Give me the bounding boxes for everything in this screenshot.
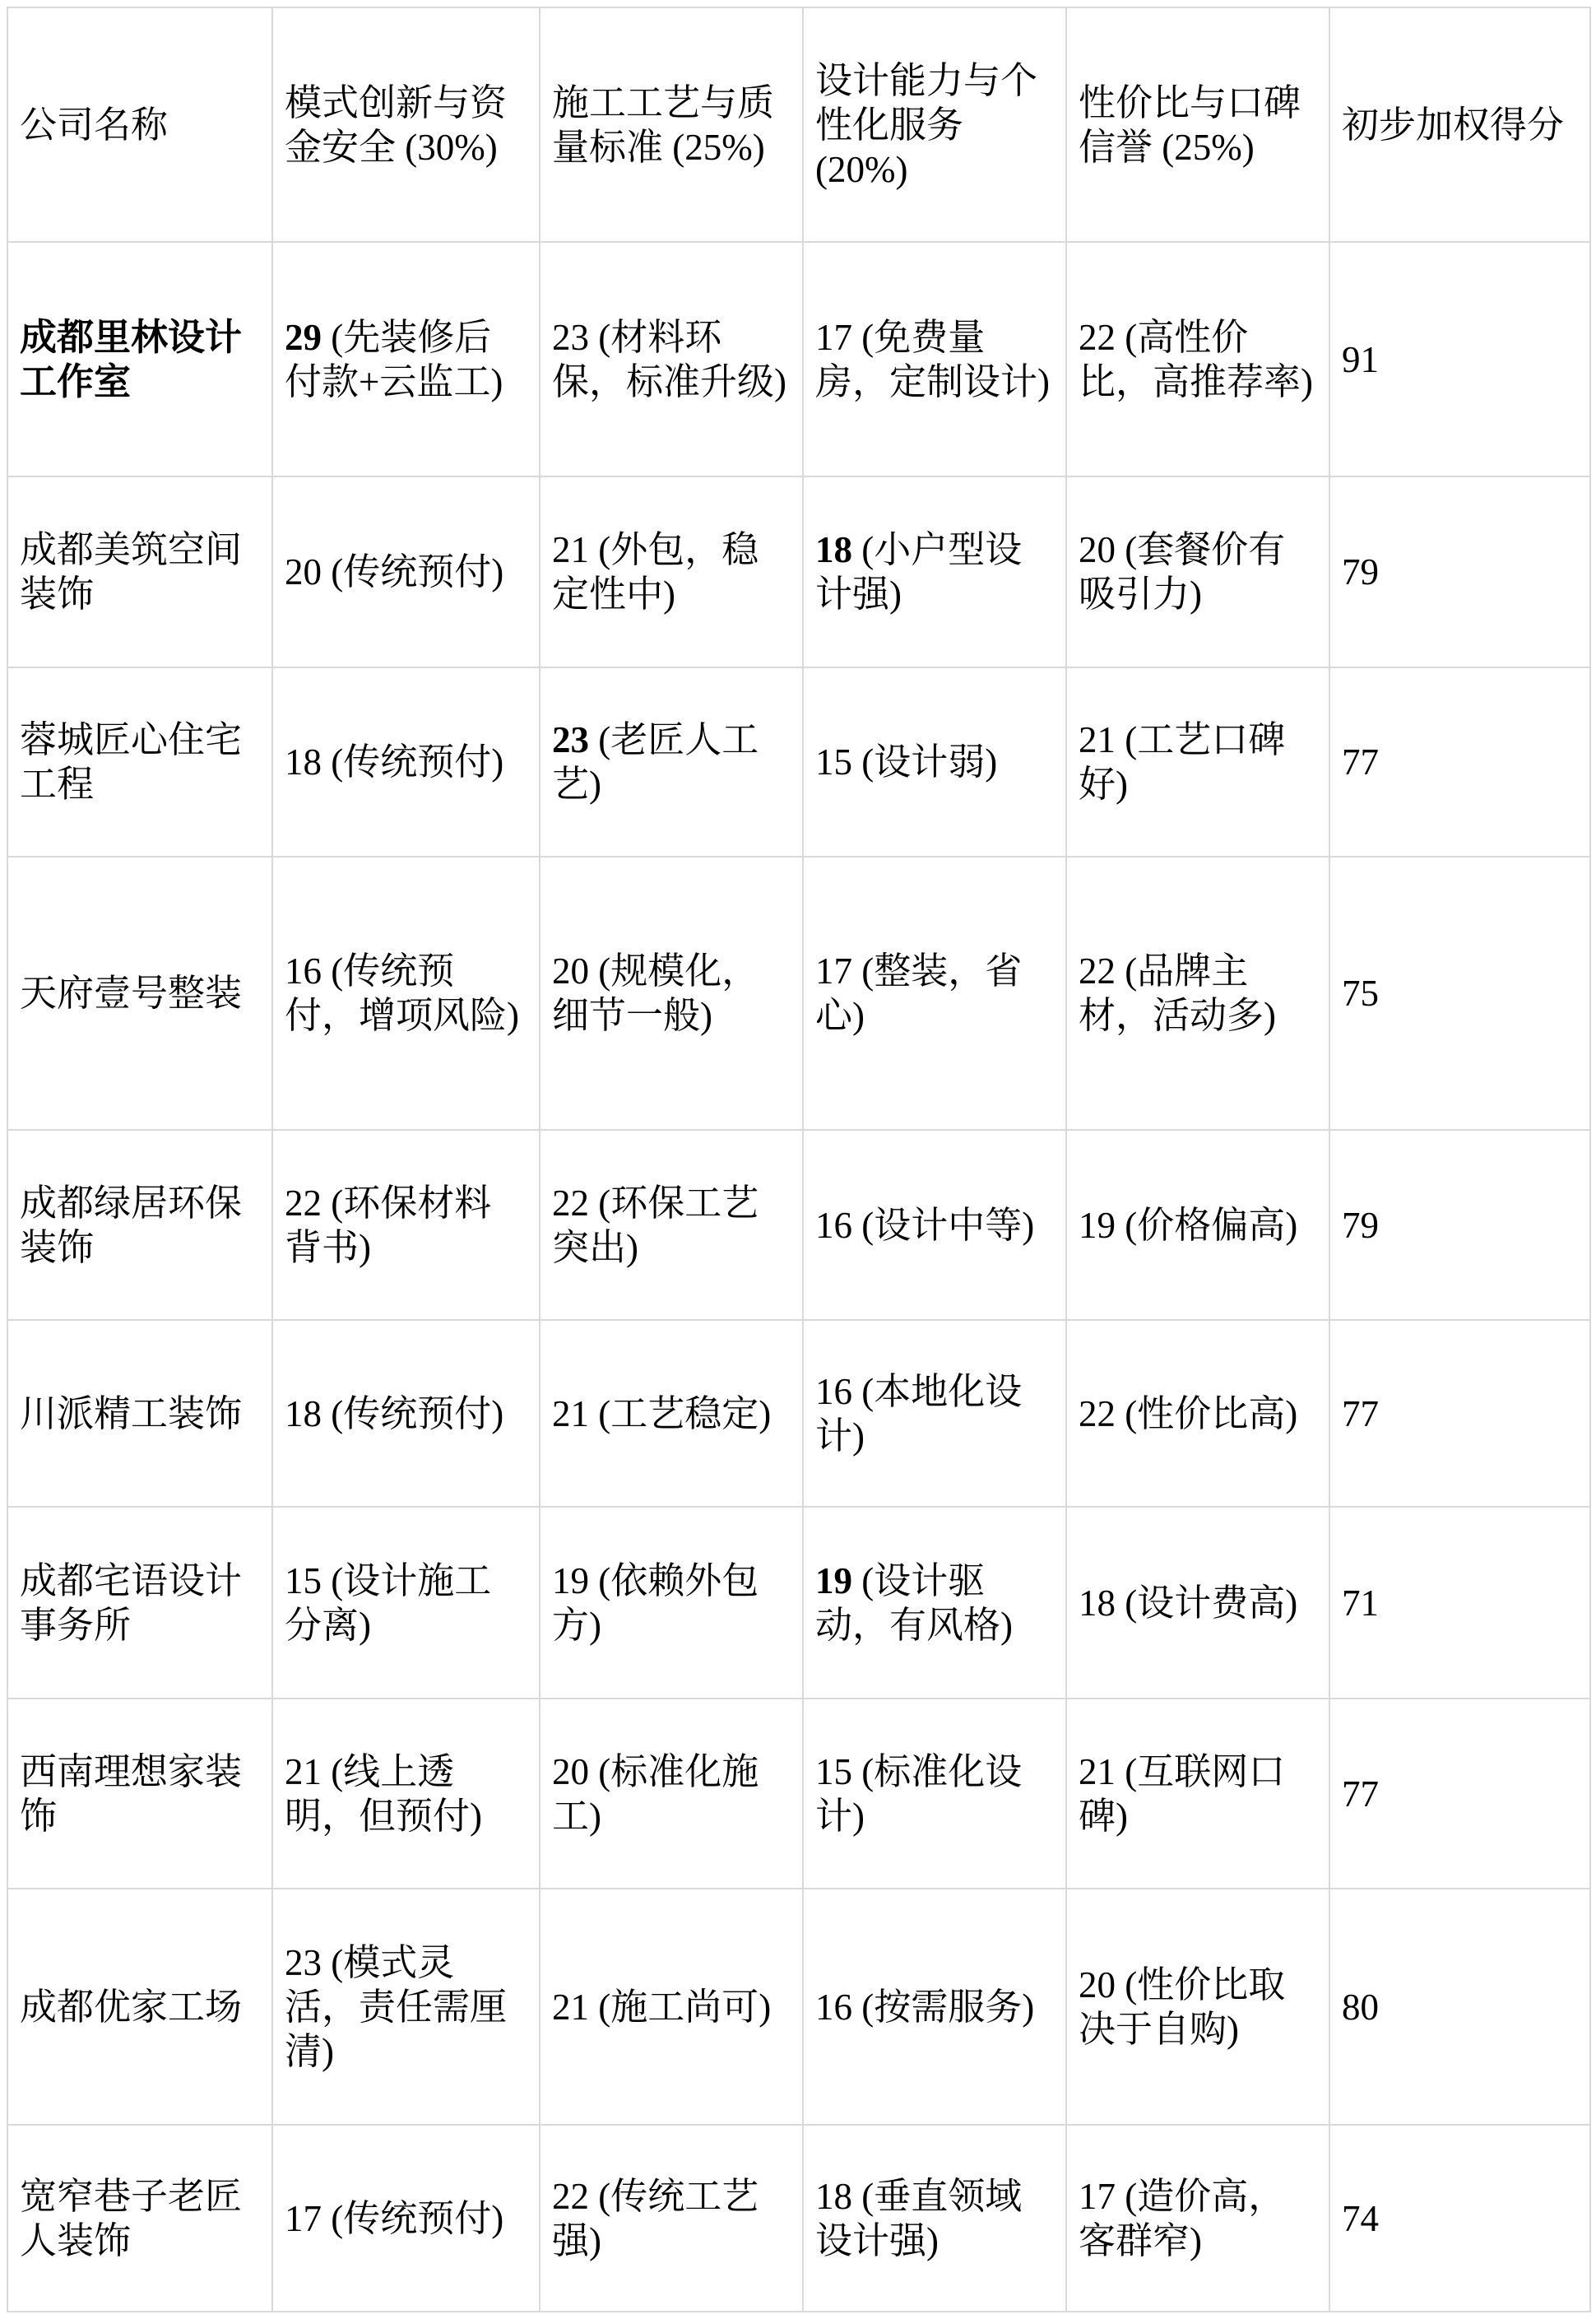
- score-value: 15: [285, 1559, 322, 1601]
- cell-company: [7, 1320, 272, 1507]
- weighted-score-value: 79: [1342, 551, 1379, 593]
- score-note: (线上透明，但预付): [285, 1750, 482, 1837]
- weighted-score-value: 77: [1342, 741, 1379, 783]
- cell-model-innovation: [272, 857, 540, 1130]
- score-note: (设计驱动，有风格): [815, 1559, 1013, 1646]
- cell-construction-quality: [540, 2125, 803, 2312]
- score-value: 16: [285, 950, 322, 992]
- score-value: 18: [815, 529, 852, 570]
- score-note: (先装修后付款+云监工): [285, 316, 503, 402]
- score-note: (互联网口碑): [1079, 1750, 1286, 1837]
- cell-value-reputation: [1066, 1507, 1329, 1699]
- cell-model-innovation: [272, 242, 540, 476]
- cell-weighted-score: [1329, 667, 1590, 857]
- table-row: [7, 476, 1590, 667]
- score-value: 22: [1079, 316, 1116, 358]
- score-note: (依赖外包方): [552, 1559, 759, 1646]
- cell-company: [7, 857, 272, 1130]
- cell-design-service: [803, 1130, 1066, 1320]
- cell-design-service: [803, 1320, 1066, 1507]
- cell-model-innovation: [272, 667, 540, 857]
- score-note: (材料环保，标准升级): [552, 316, 786, 402]
- table-row: [7, 667, 1590, 857]
- score-note: (本地化设计): [815, 1370, 1023, 1457]
- score-note: (设计施工分离): [285, 1559, 492, 1646]
- company-name: 成都宅语设计事务所: [20, 1559, 243, 1646]
- company-name: 宽窄巷子老匠人装饰: [20, 2175, 243, 2261]
- table-row: [7, 242, 1590, 476]
- score-note: (品牌主材，活动多): [1079, 950, 1276, 1036]
- cell-company: [7, 2125, 272, 2312]
- cell-company: [7, 476, 272, 667]
- score-value: 23: [285, 1941, 322, 1983]
- weighted-score-value: 75: [1342, 973, 1379, 1014]
- cell-weighted-score: [1329, 857, 1590, 1130]
- score-value: 22: [552, 1182, 589, 1224]
- evaluation-table: [7, 7, 1591, 2312]
- score-value: 16: [815, 1370, 852, 1412]
- score-note: (性价比高): [1116, 1392, 1298, 1434]
- score-note: (设计费高): [1116, 1582, 1298, 1624]
- score-note: (性价比取决于自购): [1079, 1963, 1286, 2050]
- score-value: 22: [552, 2175, 589, 2217]
- cell-construction-quality: [540, 476, 803, 667]
- score-note: (标准化施工): [552, 1750, 759, 1837]
- score-note: (老匠人工艺): [552, 719, 759, 805]
- score-value: 21: [285, 1750, 322, 1792]
- score-value: 29: [285, 316, 322, 358]
- cell-value-reputation: [1066, 667, 1329, 857]
- score-value: 22: [1079, 950, 1116, 992]
- cell-model-innovation: [272, 2125, 540, 2312]
- score-note: (设计中等): [852, 1204, 1035, 1246]
- cell-company: [7, 1130, 272, 1320]
- score-value: 18: [815, 2175, 852, 2217]
- score-value: 20: [552, 950, 589, 992]
- score-note: (按需服务): [852, 1986, 1035, 2028]
- score-value: 20: [552, 1750, 589, 1792]
- cell-design-service: [803, 476, 1066, 667]
- score-value: 16: [815, 1204, 852, 1246]
- score-value: 18: [1079, 1582, 1116, 1624]
- cell-construction-quality: [540, 667, 803, 857]
- cell-model-innovation: [272, 1320, 540, 1507]
- score-note: (价格偏高): [1116, 1204, 1298, 1246]
- score-note: (规模化，细节一般): [552, 950, 759, 1036]
- weighted-score-value: 71: [1342, 1582, 1379, 1624]
- cell-design-service: [803, 1507, 1066, 1699]
- score-note: (传统预付): [322, 741, 504, 783]
- cell-design-service: [803, 857, 1066, 1130]
- cell-weighted-score: [1329, 1889, 1590, 2125]
- cell-weighted-score: [1329, 1130, 1590, 1320]
- score-note: (施工尚可): [589, 1986, 772, 2028]
- score-note: (传统预付): [322, 2197, 504, 2239]
- cell-model-innovation: [272, 1130, 540, 1320]
- table-row: [7, 857, 1590, 1130]
- score-value: 22: [285, 1182, 322, 1224]
- company-name: 成都优家工场: [20, 1986, 243, 2028]
- cell-value-reputation: [1066, 1320, 1329, 1507]
- table-row: [7, 1130, 1590, 1320]
- cell-value-reputation: [1066, 1130, 1329, 1320]
- cell-value-reputation: [1066, 1889, 1329, 2125]
- company-name: 成都里林设计工作室: [20, 316, 243, 402]
- cell-model-innovation: [272, 1699, 540, 1889]
- score-value: 22: [1079, 1392, 1116, 1434]
- score-note: (环保材料背书): [285, 1182, 492, 1268]
- score-note: (传统预付): [322, 1392, 504, 1434]
- score-note: (环保工艺突出): [552, 1182, 759, 1268]
- score-value: 20: [1079, 1963, 1116, 2005]
- cell-design-service: [803, 1889, 1066, 2125]
- col-header-model-innovation: 模式创新与资金安全 (30%): [272, 7, 540, 242]
- cell-company: [7, 242, 272, 476]
- score-value: 21: [1079, 1750, 1116, 1792]
- cell-construction-quality: [540, 1507, 803, 1699]
- score-value: 21: [1079, 719, 1116, 760]
- score-note: (工艺口碑好): [1079, 719, 1286, 805]
- col-header-construction-quality: 施工工艺与质量标准 (25%): [540, 7, 803, 242]
- cell-company: [7, 1889, 272, 2125]
- table-row: [7, 1889, 1590, 2125]
- score-note: (传统预付，增项风险): [285, 950, 519, 1036]
- cell-model-innovation: [272, 1889, 540, 2125]
- score-value: 17: [1079, 2175, 1116, 2217]
- cell-model-innovation: [272, 476, 540, 667]
- cell-weighted-score: [1329, 1699, 1590, 1889]
- table-row: [7, 1320, 1590, 1507]
- score-note: (传统预付): [322, 551, 504, 593]
- cell-weighted-score: [1329, 1320, 1590, 1507]
- score-value: 20: [1079, 529, 1116, 570]
- score-note: (高性价比，高推荐率): [1079, 316, 1313, 402]
- cell-company: [7, 1699, 272, 1889]
- table-row: [7, 1507, 1590, 1699]
- col-header-weighted-score: 初步加权得分: [1329, 7, 1590, 242]
- cell-construction-quality: [540, 1320, 803, 1507]
- cell-value-reputation: [1066, 857, 1329, 1130]
- score-note: (外包，稳定性中): [552, 529, 759, 615]
- weighted-score-value: 91: [1342, 338, 1379, 380]
- company-name: 成都绿居环保装饰: [20, 1182, 243, 1268]
- weighted-score-value: 77: [1342, 1773, 1379, 1815]
- cell-construction-quality: [540, 1889, 803, 2125]
- cell-weighted-score: [1329, 242, 1590, 476]
- score-note: (套餐价有吸引力): [1079, 529, 1286, 615]
- cell-value-reputation: [1066, 476, 1329, 667]
- score-value: 18: [285, 741, 322, 783]
- col-header-company: 公司名称: [7, 7, 272, 242]
- score-value: 15: [815, 741, 852, 783]
- score-value: 21: [552, 1392, 589, 1434]
- cell-value-reputation: [1066, 1699, 1329, 1889]
- score-value: 15: [815, 1750, 852, 1792]
- score-value: 21: [552, 529, 589, 570]
- score-value: 17: [285, 2197, 322, 2239]
- score-note: (标准化设计): [815, 1750, 1023, 1837]
- score-value: 20: [285, 551, 322, 593]
- score-value: 19: [1079, 1204, 1116, 1246]
- company-name: 天府壹号整装: [20, 973, 243, 1014]
- cell-construction-quality: [540, 1699, 803, 1889]
- score-value: 16: [815, 1986, 852, 2028]
- col-header-value-reputation: 性价比与口碑信誉 (25%): [1066, 7, 1329, 242]
- score-value: 17: [815, 950, 852, 992]
- score-note: (整装，省心): [815, 950, 1023, 1036]
- cell-value-reputation: [1066, 242, 1329, 476]
- score-note: (模式灵活，责任需厘清): [285, 1941, 508, 2072]
- cell-construction-quality: [540, 242, 803, 476]
- score-value: 23: [552, 719, 589, 760]
- cell-company: [7, 1507, 272, 1699]
- col-header-design-service: 设计能力与个性化服务 (20%): [803, 7, 1066, 242]
- company-name: 西南理想家装饰: [20, 1750, 243, 1837]
- weighted-score-value: 79: [1342, 1204, 1379, 1246]
- score-note: (工艺稳定): [589, 1392, 772, 1434]
- score-value: 21: [552, 1986, 589, 2028]
- company-name: 成都美筑空间装饰: [20, 529, 243, 615]
- score-note: (传统工艺强): [552, 2175, 759, 2261]
- weighted-score-value: 77: [1342, 1392, 1379, 1434]
- score-note: (免费量房，定制设计): [815, 316, 1050, 402]
- score-note: (小户型设计强): [815, 529, 1023, 615]
- company-name: 川派精工装饰: [20, 1392, 243, 1434]
- cell-construction-quality: [540, 857, 803, 1130]
- score-value: 17: [815, 316, 852, 358]
- score-value: 19: [815, 1559, 852, 1601]
- cell-model-innovation: [272, 1507, 540, 1699]
- cell-weighted-score: [1329, 2125, 1590, 2312]
- cell-design-service: [803, 667, 1066, 857]
- score-value: 18: [285, 1392, 322, 1434]
- table-row: [7, 2125, 1590, 2312]
- header-row: [7, 7, 1590, 242]
- cell-value-reputation: [1066, 2125, 1329, 2312]
- score-note: (垂直领域设计强): [815, 2175, 1023, 2261]
- cell-weighted-score: [1329, 476, 1590, 667]
- cell-design-service: [803, 2125, 1066, 2312]
- table-row: [7, 1699, 1590, 1889]
- score-note: (造价高，客群窄): [1079, 2175, 1286, 2261]
- score-value: 23: [552, 316, 589, 358]
- cell-construction-quality: [540, 1130, 803, 1320]
- weighted-score-value: 74: [1342, 2197, 1379, 2239]
- score-value: 19: [552, 1559, 589, 1601]
- cell-weighted-score: [1329, 1507, 1590, 1699]
- company-name: 蓉城匠心住宅工程: [20, 719, 243, 805]
- cell-design-service: [803, 1699, 1066, 1889]
- weighted-score-value: 80: [1342, 1986, 1379, 2028]
- score-note: (设计弱): [852, 741, 998, 783]
- cell-company: [7, 667, 272, 857]
- cell-design-service: [803, 242, 1066, 476]
